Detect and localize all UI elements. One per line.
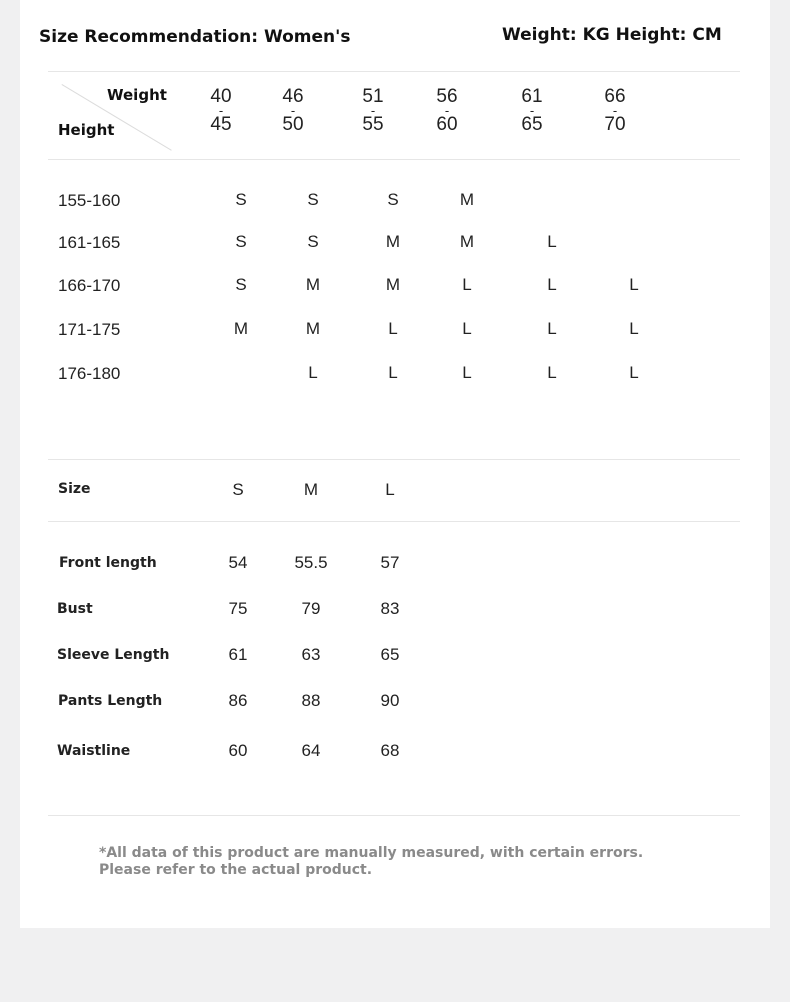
weight-range-from: 46 (282, 86, 304, 107)
weight-range-dash: - (444, 103, 450, 118)
size-cell: S (307, 232, 319, 251)
weight-range-from: 40 (210, 86, 232, 107)
measurement-value: 63 (301, 645, 321, 664)
measurement-label: Waistline (57, 743, 131, 759)
size-cell: S (307, 190, 319, 209)
measurement-value: 60 (228, 741, 248, 760)
measurement-value: 86 (228, 691, 248, 710)
measurement-value: 75 (228, 599, 248, 618)
size-cell: L (462, 319, 472, 338)
measurement-label: Front length (59, 555, 157, 571)
size-cell: S (387, 190, 399, 209)
size-cell: M (459, 190, 475, 209)
size-cell: S (235, 232, 247, 251)
measurement-value: 54 (228, 553, 248, 572)
size-cell: L (547, 275, 557, 294)
measurement-value: 68 (380, 741, 400, 760)
size-column-header: L (385, 480, 395, 499)
weight-range-to: 45 (210, 114, 232, 135)
height-range-label: 176-180 (58, 364, 121, 383)
weight-range (353, 88, 393, 134)
size-cell: L (547, 232, 557, 251)
measurement-value: 83 (380, 599, 400, 618)
height-range-label: 155-160 (58, 191, 121, 210)
page-title: Size Recommendation: Women's (39, 27, 351, 47)
weight-header: Weight (107, 86, 167, 104)
height-range-label: 161-165 (58, 233, 121, 252)
measurement-label: Sleeve Length (57, 647, 170, 663)
measurement-value: 79 (301, 599, 321, 618)
size-cell: L (547, 363, 557, 382)
size-cell: L (308, 363, 318, 382)
weight-range (201, 88, 241, 134)
divider (48, 521, 740, 522)
measurement-value: 88 (301, 691, 321, 710)
weight-range (273, 88, 313, 134)
weight-range-from: 56 (436, 86, 458, 107)
height-header: Height (58, 121, 115, 139)
weight-range-from: 66 (604, 86, 626, 107)
divider (48, 459, 740, 460)
size-cell: M (385, 232, 401, 251)
size-cell: S (235, 275, 247, 294)
disclaimer-note: *All data of this product are manually measured, with certain errors. Please refer to the actual product. (99, 845, 644, 878)
measurement-value: 57 (380, 553, 400, 572)
size-cell: L (629, 275, 639, 294)
size-cell: L (629, 363, 639, 382)
weight-range-to: 60 (436, 114, 458, 135)
weight-range-from: 51 (362, 86, 384, 107)
size-cell: L (388, 363, 398, 382)
size-column-header: M (303, 480, 319, 499)
measurement-value: 90 (380, 691, 400, 710)
size-column-header: S (232, 480, 244, 499)
size-cell: M (385, 275, 401, 294)
size-cell: L (462, 363, 472, 382)
divider (48, 815, 740, 816)
size-cell: L (462, 275, 472, 294)
weight-range-dash: - (218, 103, 224, 118)
size-cell: M (305, 319, 321, 338)
weight-range (427, 88, 467, 134)
measurement-label: Bust (57, 601, 93, 617)
size-cell: M (233, 319, 249, 338)
weight-range-dash: - (612, 103, 618, 118)
weight-range-to: 70 (604, 114, 626, 135)
size-cell: L (547, 319, 557, 338)
weight-range-to: 65 (521, 114, 543, 135)
size-cell: L (388, 319, 398, 338)
weight-range-dash: - (529, 103, 535, 118)
weight-range-from: 61 (521, 86, 543, 107)
weight-range-dash: - (370, 103, 376, 118)
measurement-value: 61 (228, 645, 248, 664)
size-chart-card (20, 0, 770, 928)
weight-range-to: 55 (362, 114, 384, 135)
size-cell: M (459, 232, 475, 251)
weight-range-to: 50 (282, 114, 304, 135)
units-label: Weight: KG Height: CM (502, 25, 722, 45)
measurement-value: 55.5 (294, 553, 328, 572)
measurement-value: 65 (380, 645, 400, 664)
weight-range (595, 88, 635, 134)
weight-range (512, 88, 552, 134)
size-cell: M (305, 275, 321, 294)
size-cell: L (629, 319, 639, 338)
measurement-label: Pants Length (58, 693, 163, 709)
divider (48, 71, 740, 72)
measurement-value: 64 (301, 741, 321, 760)
weight-range-dash: - (290, 103, 296, 118)
divider (48, 159, 740, 160)
size-header: Size (58, 481, 91, 497)
height-range-label: 171-175 (58, 320, 121, 339)
height-range-label: 166-170 (58, 276, 121, 295)
size-cell: S (235, 190, 247, 209)
